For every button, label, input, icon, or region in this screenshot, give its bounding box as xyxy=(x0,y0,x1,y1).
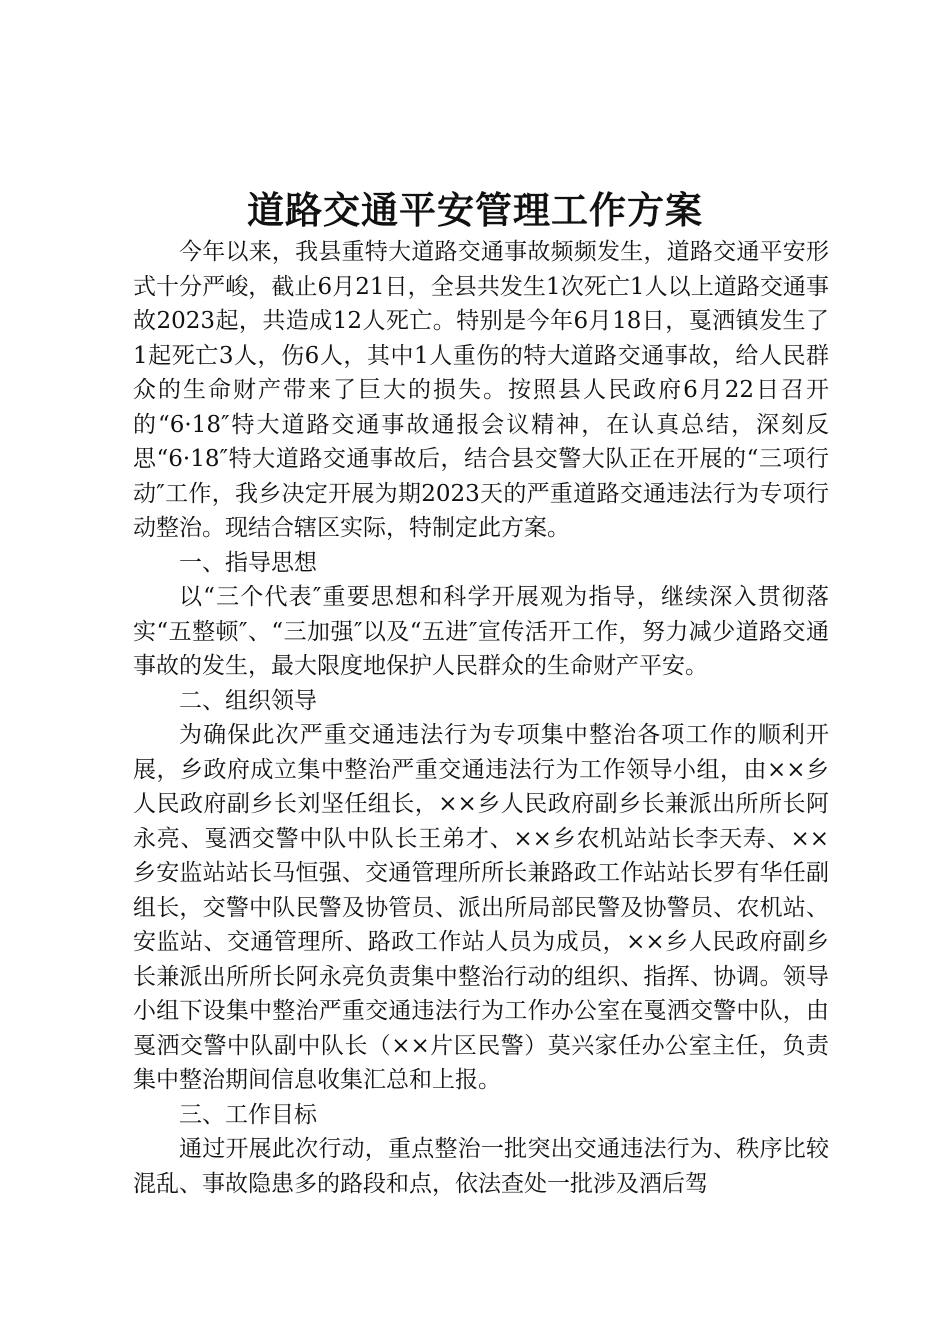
section-heading-organization: 二、组织领导 xyxy=(179,687,317,714)
section-heading-work-goals: 三、工作目标 xyxy=(179,1101,317,1128)
section-heading-guiding-ideology: 一、指导思想 xyxy=(179,549,317,576)
document-body xyxy=(133,235,829,1201)
paragraph-intro: 今年以来，我县重特大道路交通事故频频发生，道路交通平安形式十分严峻，截止6月21日，全县共发生1次死亡1人以上道路交通事故2023起，共造成12人死亡。特别是今年6月18日，戛洒镇发生了1起死亡3人，伤6人，其中1人重伤的特大道路交通事故，给人民群众的生命财产带来了巨大的损失。按照县人民政府6月22日召开的“6·18″特大道路交通事故通报会议精神，在认真总结，深刻反思“6·18″特大道路交通事故后，结合县交警大队正在开展的“三项行动″工作，我乡决定开展为期2023天的严重道路交通违法行为专项行动整治。现结合辖区实际，特制定此方案。 xyxy=(133,239,829,541)
paragraph-guiding-ideology: 以“三个代表″重要思想和科学开展观为指导，继续深入贯彻落实“五整顿″、“三加强″以及“五进″宣传活开工作，努力减少道路交通事故的发生，最大限度地保护人民群众的生命财产平安。 xyxy=(133,584,829,679)
paragraph-work-goals: 通过开展此次行动，重点整治一批突出交通违法行为、秩序比较混乱、事故隐患多的路段和点，依法查处一批涉及酒后驾 xyxy=(133,1136,829,1197)
paragraph-organization: 为确保此次严重交通违法行为专项集中整治各项工作的顺利开展，乡政府成立集中整治严重交通违法行为工作领导小组，由××乡人民政府副乡长刘坚任组长，××乡人民政府副乡长兼派出所所长阿永亮、戛洒交警中队中队长王弟才、××乡农机站站长李天寿、××乡安监站站长马恒强、交通管理所所长兼路政工作站站长罗有华任副组长，交警中队民警及协管员、派出所局部民警及协警员、农机站、安监站、交通管理所、路政工作站人员为成员，××乡人民政府副乡长兼派出所所长阿永亮负责集中整治行动的组织、指挥、协调。领导小组下设集中整治严重交通违法行为工作办公室在戛洒交警中队，由戛洒交警中队副中队长（××片区民警）莫兴家任办公室主任，负责集中整治期间信息收集汇总和上报。 xyxy=(133,722,829,1093)
document-title: 道路交通平安管理工作方案 xyxy=(247,188,703,232)
